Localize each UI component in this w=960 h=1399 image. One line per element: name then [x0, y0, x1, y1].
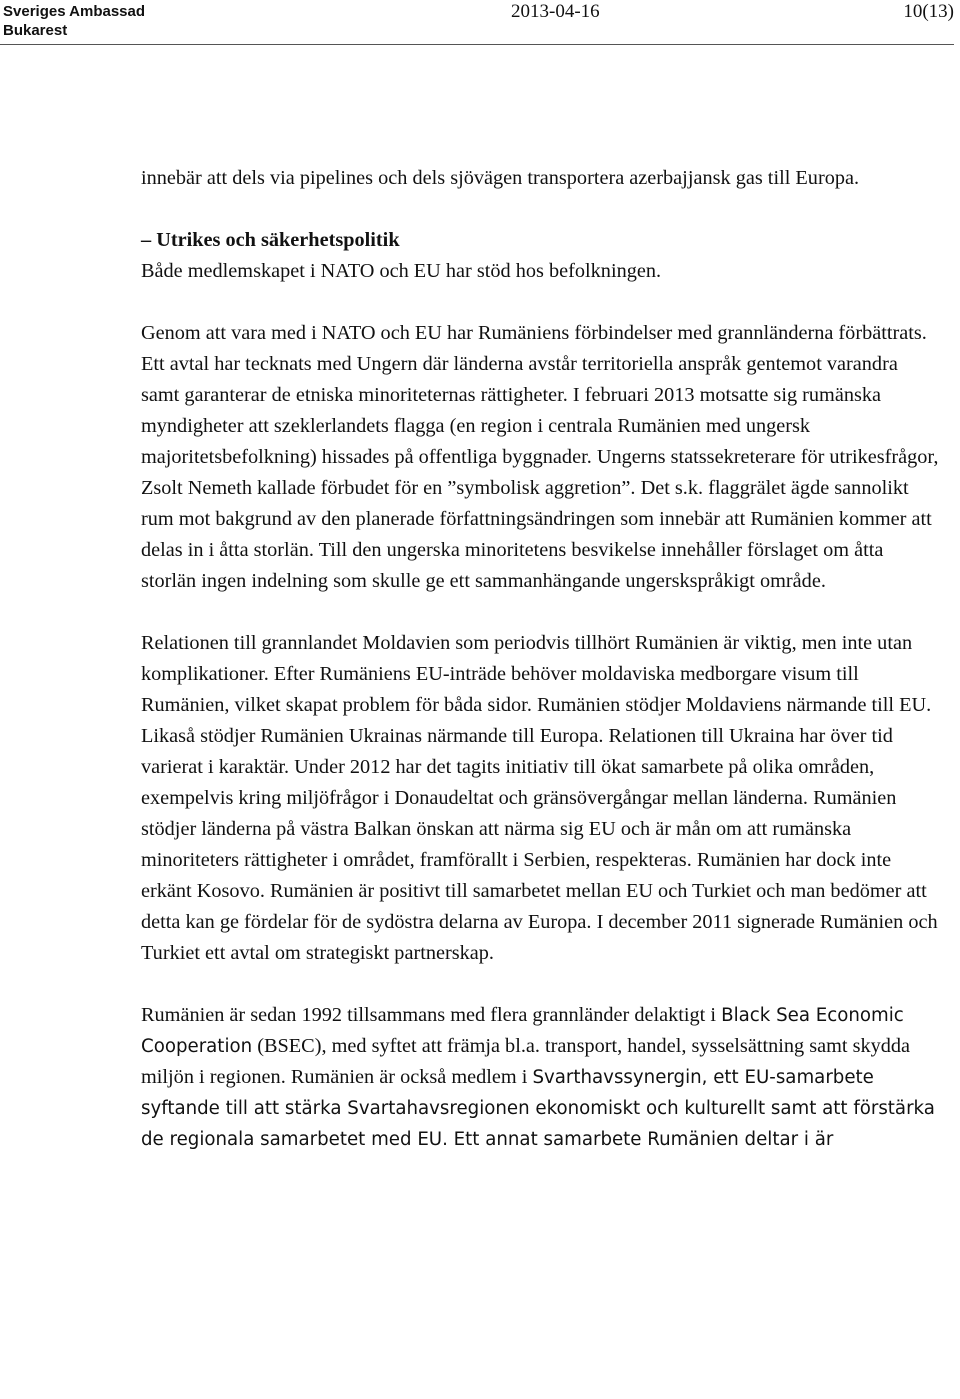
org-name: Sveriges Ambassad [3, 3, 146, 20]
paragraph-4: Relationen till grannlandet Moldavien som periodvis tillhört Rumänien är viktig, men inte utan komplikationer. Efter Rumäniens EU-inträde behöver moldaviska medborgare visum till Rumänien, vilket skapat problem för båda sidor. Rumänien stödjer Moldaviens närmande till EU. Likaså stödjer Rumänien Ukrainas närmande till Europa. Relationen till Ukraina har över tid varierat i karaktär. Under 2012 har det tagits initiativ till ökat samarbete på olika områden, exempelvis kring miljöfrågor i Donaudeltat och gränsövergångar mellan länderna. Rumänien stödjer länderna på västra Balkan önskan att närma sig EU och är mån om att rumänska minoriteters rättigheter i området, framförallt i Serbien, respekteras. Rumänien har dock inte erkänt Kosovo. Rumänien är positivt till samarbetet mellan EU och Turkiet och man bedömer att detta kan ge fördelar för de sydöstra delarna av Europa. I december 2011 signerade Rumänien och Turkiet ett avtal om strategiskt partnerskap. [141, 632, 938, 964]
heading-dash: – [141, 229, 152, 251]
document-date: 2013-04-16 [511, 1, 600, 22]
paragraph-5 [141, 1000, 941, 1155]
paragraph-5-part-a: Rumänien är sedan 1992 tillsammans med flera grannländer delaktigt i [141, 1004, 722, 1026]
page-header [0, 0, 960, 48]
paragraph-5-part-c: (BSEC), med syftet att främja bl.a. transport, handel, sysselsättning samt skydda miljön i regionen. Rumänien är också medlem i [141, 1035, 911, 1088]
section-heading [141, 225, 941, 256]
bsec-name: Black Sea Economic Cooperation [141, 1005, 904, 1057]
page-number: 10(13) [903, 1, 954, 22]
header-divider [0, 44, 954, 45]
document-body [141, 163, 941, 1155]
heading-text: Utrikes och säkerhetspolitik [156, 229, 400, 251]
org-city: Bukarest [3, 22, 68, 39]
paragraph-3: Genom att vara med i NATO och EU har Rumäniens förbindelser med grannländerna förbättrats. Ett avtal har tecknats med Ungern där länderna avstår territoriella anspråk gentemot varandra samt garanterar de etniska minoriteternas rättigheter. I februari 2013 motsatte sig rumänska myndigheter att szeklerlandets flagga (en region i centrala Rumänien med ungersk majoritetsbefolkning) hissades på offentliga byggnader. Ungerns statssekreterare för utrikesfrågor, Zsolt Nemeth kallade förbudet för en ”symbolisk aggretion”. Det s.k. flaggrälet ägde sannolikt rum mot bakgrund av den planerade författningsändringen som innebär att Rumänien kommer att delas in i åtta storlän. Till den ungerska minoritetens besvikelse innehåller förslaget om åtta storlän ingen indelning som skulle ge ett sammanhängande ungerskspråkigt område. [141, 322, 939, 592]
svarthavssynergin-name: Svarthavssynergin [532, 1067, 702, 1088]
paragraph-2: Både medlemskapet i NATO och EU har stöd hos befolkningen. [141, 260, 662, 282]
sender-organization [3, 2, 145, 40]
paragraph-1: innebär att dels via pipelines och dels sjövägen transportera azerbajjansk gas till Europa. [141, 167, 860, 189]
paragraph-5-part-e: , ett EU-samarbete syftande till att stärka Svartahavsregionen ekonomiskt och kulturellt samt att förstärka de regionala samarbetet med EU. Ett annat samarbete Rumänien deltar i är [141, 1067, 935, 1150]
